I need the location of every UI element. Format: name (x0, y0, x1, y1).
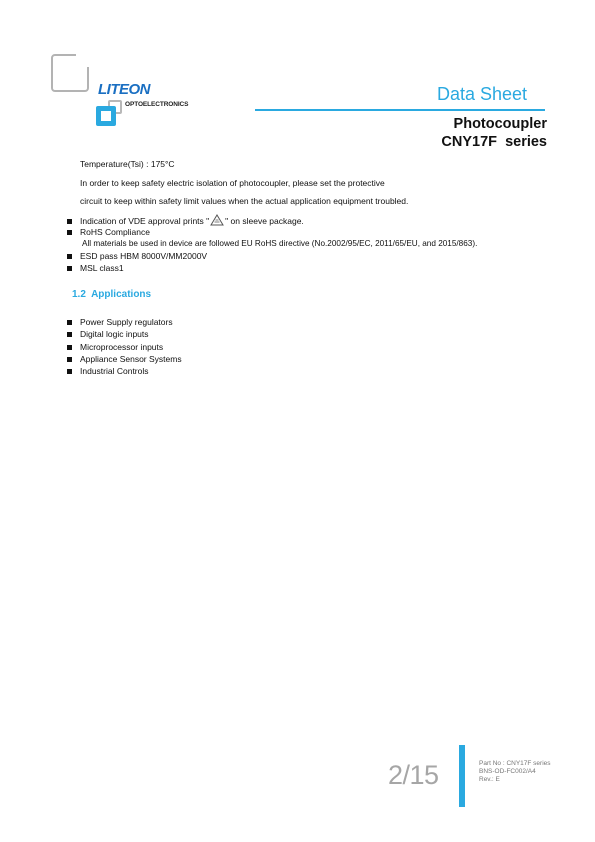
bullet-icon (67, 357, 72, 362)
footer-accent-bar (459, 745, 465, 807)
safety-note-line2: circuit to keep within safety limit values when the actual application equipment troubled. (80, 196, 409, 206)
bullet-icon (67, 254, 72, 259)
application-item: Microprocessor inputs (80, 342, 164, 352)
vde-text-pre: Indication of VDE approval prints " (80, 216, 210, 226)
brand-subtitle: OPTOELECTRONICS (125, 101, 189, 108)
product-title: Photocoupler (453, 116, 547, 132)
application-item: Digital logic inputs (80, 329, 149, 339)
bullet-icon (67, 219, 72, 224)
footer-part-no: Part No : CNY17F series (479, 760, 551, 767)
vde-feature (80, 216, 304, 226)
bullet-icon (67, 332, 72, 337)
vde-text-post: " on sleeve package. (225, 216, 304, 226)
section-heading-applications: 1.2 Applications (72, 289, 152, 300)
application-item: Power Supply regulators (80, 317, 173, 327)
header-rule (255, 109, 545, 111)
bullet-icon (67, 266, 72, 271)
bullet-icon (67, 369, 72, 374)
msl-feature: MSL class1 (80, 263, 124, 273)
application-item: Appliance Sensor Systems (80, 354, 182, 364)
rohs-feature: RoHS Compliance (80, 227, 150, 237)
rohs-detail: All materials be used in device are followed EU RoHS directive (No.2002/95/EC, 2011/65/EU, and 2015/863). (82, 239, 478, 248)
product-series: CNY17F series (441, 134, 547, 150)
temperature-text: Temperature(Tsi) : 175°C (80, 159, 175, 169)
logo-mark-cutout (76, 51, 92, 67)
doc-type-title: Data Sheet (437, 84, 528, 104)
esd-feature: ESD pass HBM 8000V/MM2000V (80, 251, 208, 261)
brand-logo-text: LITEON (98, 81, 150, 98)
page-number: 2/15 (388, 760, 439, 790)
safety-note-line1: In order to keep safety electric isolation of photocoupler, please set the protective (80, 178, 385, 188)
vde-mark-icon (210, 214, 224, 226)
logo-mark-inner (101, 111, 111, 121)
footer-doc-no: BNS-OD-FC002/A4 (479, 768, 536, 775)
bullet-icon (67, 320, 72, 325)
application-item: Industrial Controls (80, 366, 149, 376)
bullet-icon (67, 230, 72, 235)
bullet-icon (67, 345, 72, 350)
footer-revision: Rev.: E (479, 776, 500, 783)
